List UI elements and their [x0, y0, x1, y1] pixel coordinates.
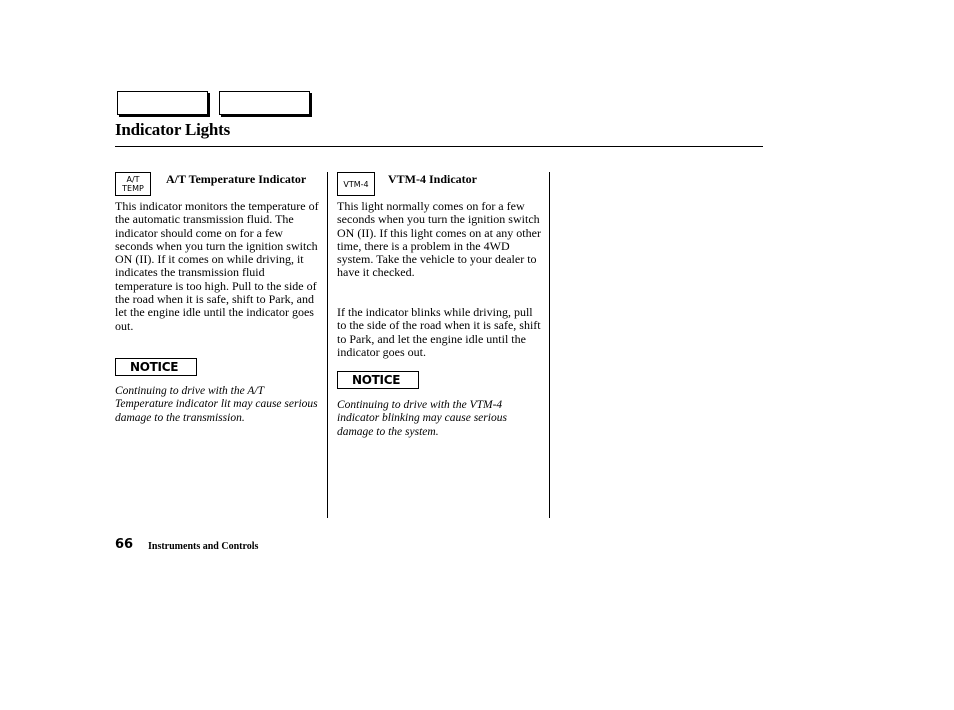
footer-section-name: Instruments and Controls [148, 541, 259, 552]
notice-label: NOTICE [337, 371, 419, 389]
notice-label: NOTICE [115, 358, 197, 376]
section-heading: VTM-4 Indicator [388, 172, 477, 186]
section-paragraph: This indicator monitors the temperature of the automatic transmission fluid. The indicator should come on for a few seconds when you turn the ignition switch ON (II). If it comes on while driving, it indicates the transmission fluid temperature is too high. Pull to the side of the road when it is safe, shift to Park, and let the engine idle until the indicator goes out. [115, 199, 319, 333]
at-temp-indicator-icon: A/T TEMP [115, 172, 151, 196]
column-divider-2 [549, 172, 550, 518]
vtm4-indicator-icon: VTM-4 [337, 172, 375, 196]
nav-button-previous[interactable] [117, 91, 208, 115]
notice-text: Continuing to drive with the VTM-4 indicator blinking may cause serious damage to the system. [337, 399, 507, 438]
page-title: Indicator Lights [115, 120, 231, 139]
section-heading: A/T Temperature Indicator [166, 172, 307, 186]
column-divider-1 [327, 172, 328, 518]
section-paragraph: This light normally comes on for a few seconds when you turn the ignition switch ON (II). If this light comes on at any other time, there is a problem in the 4WD system. Take the vehicle to your dealer to have it checked. [337, 199, 541, 280]
title-divider [115, 146, 763, 147]
notice-text: Continuing to drive with the A/T Temperature indicator lit may cause serious damage to the transmission. [115, 385, 318, 424]
page-number: 66 [115, 537, 134, 552]
section-paragraph: If the indicator blinks while driving, pull to the side of the road when it is safe, shift to Park, and let the engine idle until the indicator goes out. [337, 305, 541, 359]
nav-button-next[interactable] [219, 91, 310, 115]
